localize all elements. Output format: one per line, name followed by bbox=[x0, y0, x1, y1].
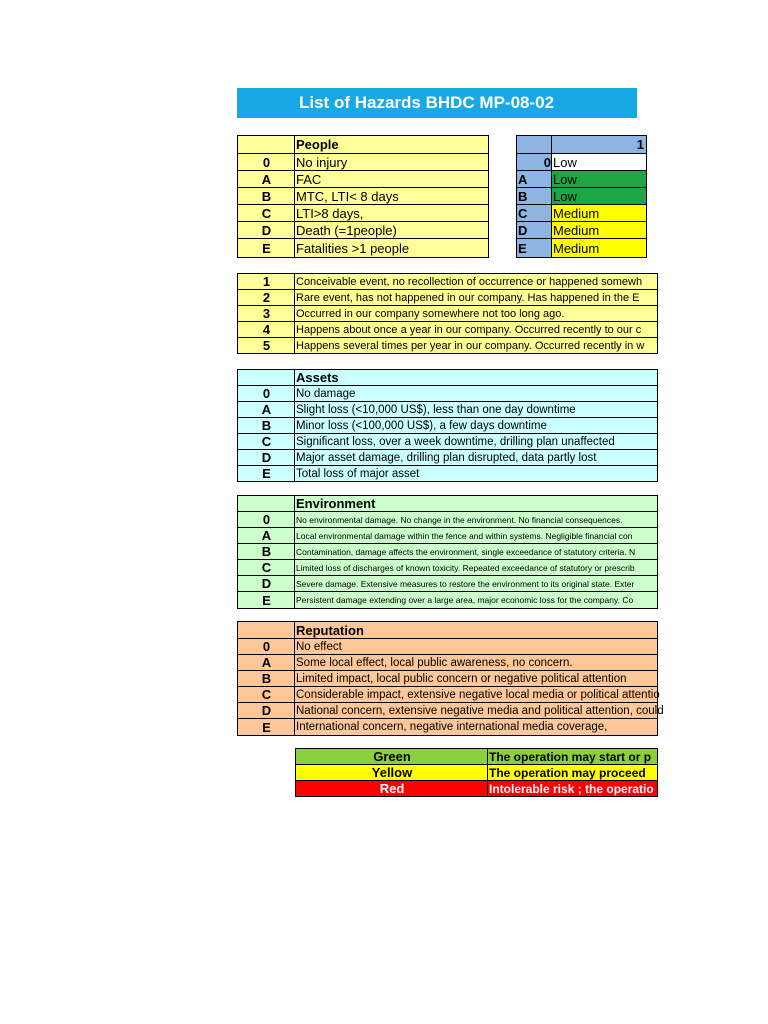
matrix-cell-low: Low bbox=[552, 154, 647, 171]
people-code: A bbox=[238, 171, 295, 188]
matrix-cell-medium: Medium bbox=[552, 222, 647, 239]
assets-desc: No damage bbox=[295, 386, 658, 402]
risk-matrix bbox=[516, 135, 647, 258]
environment-code: C bbox=[238, 560, 295, 576]
environment-code: A bbox=[238, 528, 295, 544]
people-code: 0 bbox=[238, 154, 295, 171]
environment-desc: Severe damage. Extensive measures to restore the environment to its original state. Exter bbox=[295, 576, 658, 592]
reputation-code: E bbox=[238, 719, 295, 736]
likelihood-desc: Rare event, has not happened in our company. Has happened in the E bbox=[295, 290, 658, 306]
assets-code: C bbox=[238, 434, 295, 450]
assets-desc: Minor loss (<100,000 US$), a few days downtime bbox=[295, 418, 658, 434]
people-desc: LTI>8 days, bbox=[295, 205, 489, 222]
matrix-row-code: D bbox=[517, 222, 552, 239]
environment-header-blank bbox=[238, 496, 295, 512]
people-code: E bbox=[238, 239, 295, 258]
matrix-row-code: E bbox=[517, 239, 552, 258]
likelihood-desc: Happens several times per year in our company. Occurred recently in w bbox=[295, 338, 658, 354]
environment-code: E bbox=[238, 592, 295, 609]
legend-desc-yellow: The operation may proceed bbox=[488, 765, 658, 781]
people-desc: FAC bbox=[295, 171, 489, 188]
matrix-col-header: 1 bbox=[552, 136, 647, 154]
reputation-desc: Limited impact, local public concern or negative political attention bbox=[295, 671, 658, 687]
reputation-code: 0 bbox=[238, 639, 295, 655]
reputation-desc: National concern, extensive negative media and political attention, could bbox=[296, 704, 664, 717]
environment-code: B bbox=[238, 544, 295, 560]
environment-header: Environment bbox=[295, 496, 658, 512]
assets-code: B bbox=[238, 418, 295, 434]
assets-header: Assets bbox=[295, 370, 658, 386]
environment-desc: No environmental damage. No change in the environment. No financial consequences. bbox=[295, 512, 658, 528]
assets-table bbox=[237, 369, 658, 482]
legend-label-red: Red bbox=[296, 781, 488, 797]
matrix-cell-low: Low bbox=[552, 188, 647, 205]
people-header-blank bbox=[238, 136, 295, 154]
environment-code: D bbox=[238, 576, 295, 592]
matrix-cell-medium: Medium bbox=[552, 239, 647, 258]
likelihood-desc: Happens about once a year in our company. Occurred recently to our c bbox=[295, 322, 658, 338]
legend-label-green: Green bbox=[296, 749, 488, 765]
environment-table bbox=[237, 495, 658, 609]
reputation-header-blank bbox=[238, 622, 295, 639]
reputation-code: A bbox=[238, 655, 295, 671]
likelihood-code: 2 bbox=[238, 290, 295, 306]
assets-code: A bbox=[238, 402, 295, 418]
people-desc: Death (=1people) bbox=[295, 222, 489, 239]
matrix-corner bbox=[517, 136, 552, 154]
legend-desc-green: The operation may start or p bbox=[488, 749, 658, 765]
assets-code: 0 bbox=[238, 386, 295, 402]
assets-code: D bbox=[238, 450, 295, 466]
likelihood-code: 4 bbox=[238, 322, 295, 338]
matrix-row-code: B bbox=[517, 188, 552, 205]
likelihood-code: 5 bbox=[238, 338, 295, 354]
people-header: People bbox=[295, 136, 489, 154]
assets-header-blank bbox=[238, 370, 295, 386]
likelihood-code: 1 bbox=[238, 274, 295, 290]
people-code: B bbox=[238, 188, 295, 205]
reputation-code: B bbox=[238, 671, 295, 687]
environment-desc: Contamination, damage affects the environment, single exceedance of statutory criteria. N bbox=[295, 544, 658, 560]
environment-desc: Local environmental damage within the fence and within systems. Negligible financial con bbox=[295, 528, 658, 544]
matrix-row-code: 0 bbox=[517, 154, 552, 171]
assets-code: E bbox=[238, 466, 295, 482]
likelihood-desc: Occurred in our company somewhere not too long ago. bbox=[295, 306, 658, 322]
people-desc: Fatalities >1 people bbox=[295, 239, 489, 258]
environment-desc: Persistent damage extending over a large area, major economic loss for the company. Co bbox=[295, 592, 658, 609]
reputation-desc: Some local effect, local public awareness, no concern. bbox=[295, 655, 658, 671]
people-code: D bbox=[238, 222, 295, 239]
matrix-cell-low: Low bbox=[552, 171, 647, 188]
page-title: List of Hazards BHDC MP-08-02 bbox=[237, 88, 637, 118]
reputation-desc: Considerable impact, extensive negative local media or political attentio bbox=[296, 688, 660, 701]
likelihood-table bbox=[237, 273, 658, 354]
reputation-code: D bbox=[238, 703, 295, 719]
matrix-cell-medium: Medium bbox=[552, 205, 647, 222]
assets-desc: Total loss of major asset bbox=[295, 466, 658, 482]
assets-desc: Significant loss, over a week downtime, drilling plan unaffected bbox=[295, 434, 658, 450]
assets-desc: Major asset damage, drilling plan disrupted, data partly lost bbox=[295, 450, 658, 466]
reputation-table bbox=[237, 621, 664, 736]
reputation-desc: International concern, negative international media coverage, bbox=[295, 719, 658, 736]
matrix-row-code: C bbox=[517, 205, 552, 222]
people-code: C bbox=[238, 205, 295, 222]
likelihood-desc: Conceivable event, no recollection of occurrence or happened somewh bbox=[295, 274, 658, 290]
legend-label-yellow: Yellow bbox=[296, 765, 488, 781]
environment-desc: Limited loss of discharges of known toxicity. Repeated exceedance of statutory or prescrib bbox=[295, 560, 658, 576]
environment-code: 0 bbox=[238, 512, 295, 528]
reputation-header: Reputation bbox=[295, 622, 658, 639]
reputation-code: C bbox=[238, 687, 295, 703]
people-desc: No injury bbox=[295, 154, 489, 171]
people-table bbox=[237, 135, 489, 258]
matrix-row-code: A bbox=[517, 171, 552, 188]
people-desc: MTC, LTI< 8 days bbox=[295, 188, 489, 205]
likelihood-code: 3 bbox=[238, 306, 295, 322]
reputation-desc: No effect bbox=[295, 639, 658, 655]
legend-desc-red: Intolerable risk ; the operatio bbox=[488, 781, 658, 797]
assets-desc: Slight loss (<10,000 US$), less than one day downtime bbox=[295, 402, 658, 418]
risk-legend bbox=[295, 748, 658, 797]
